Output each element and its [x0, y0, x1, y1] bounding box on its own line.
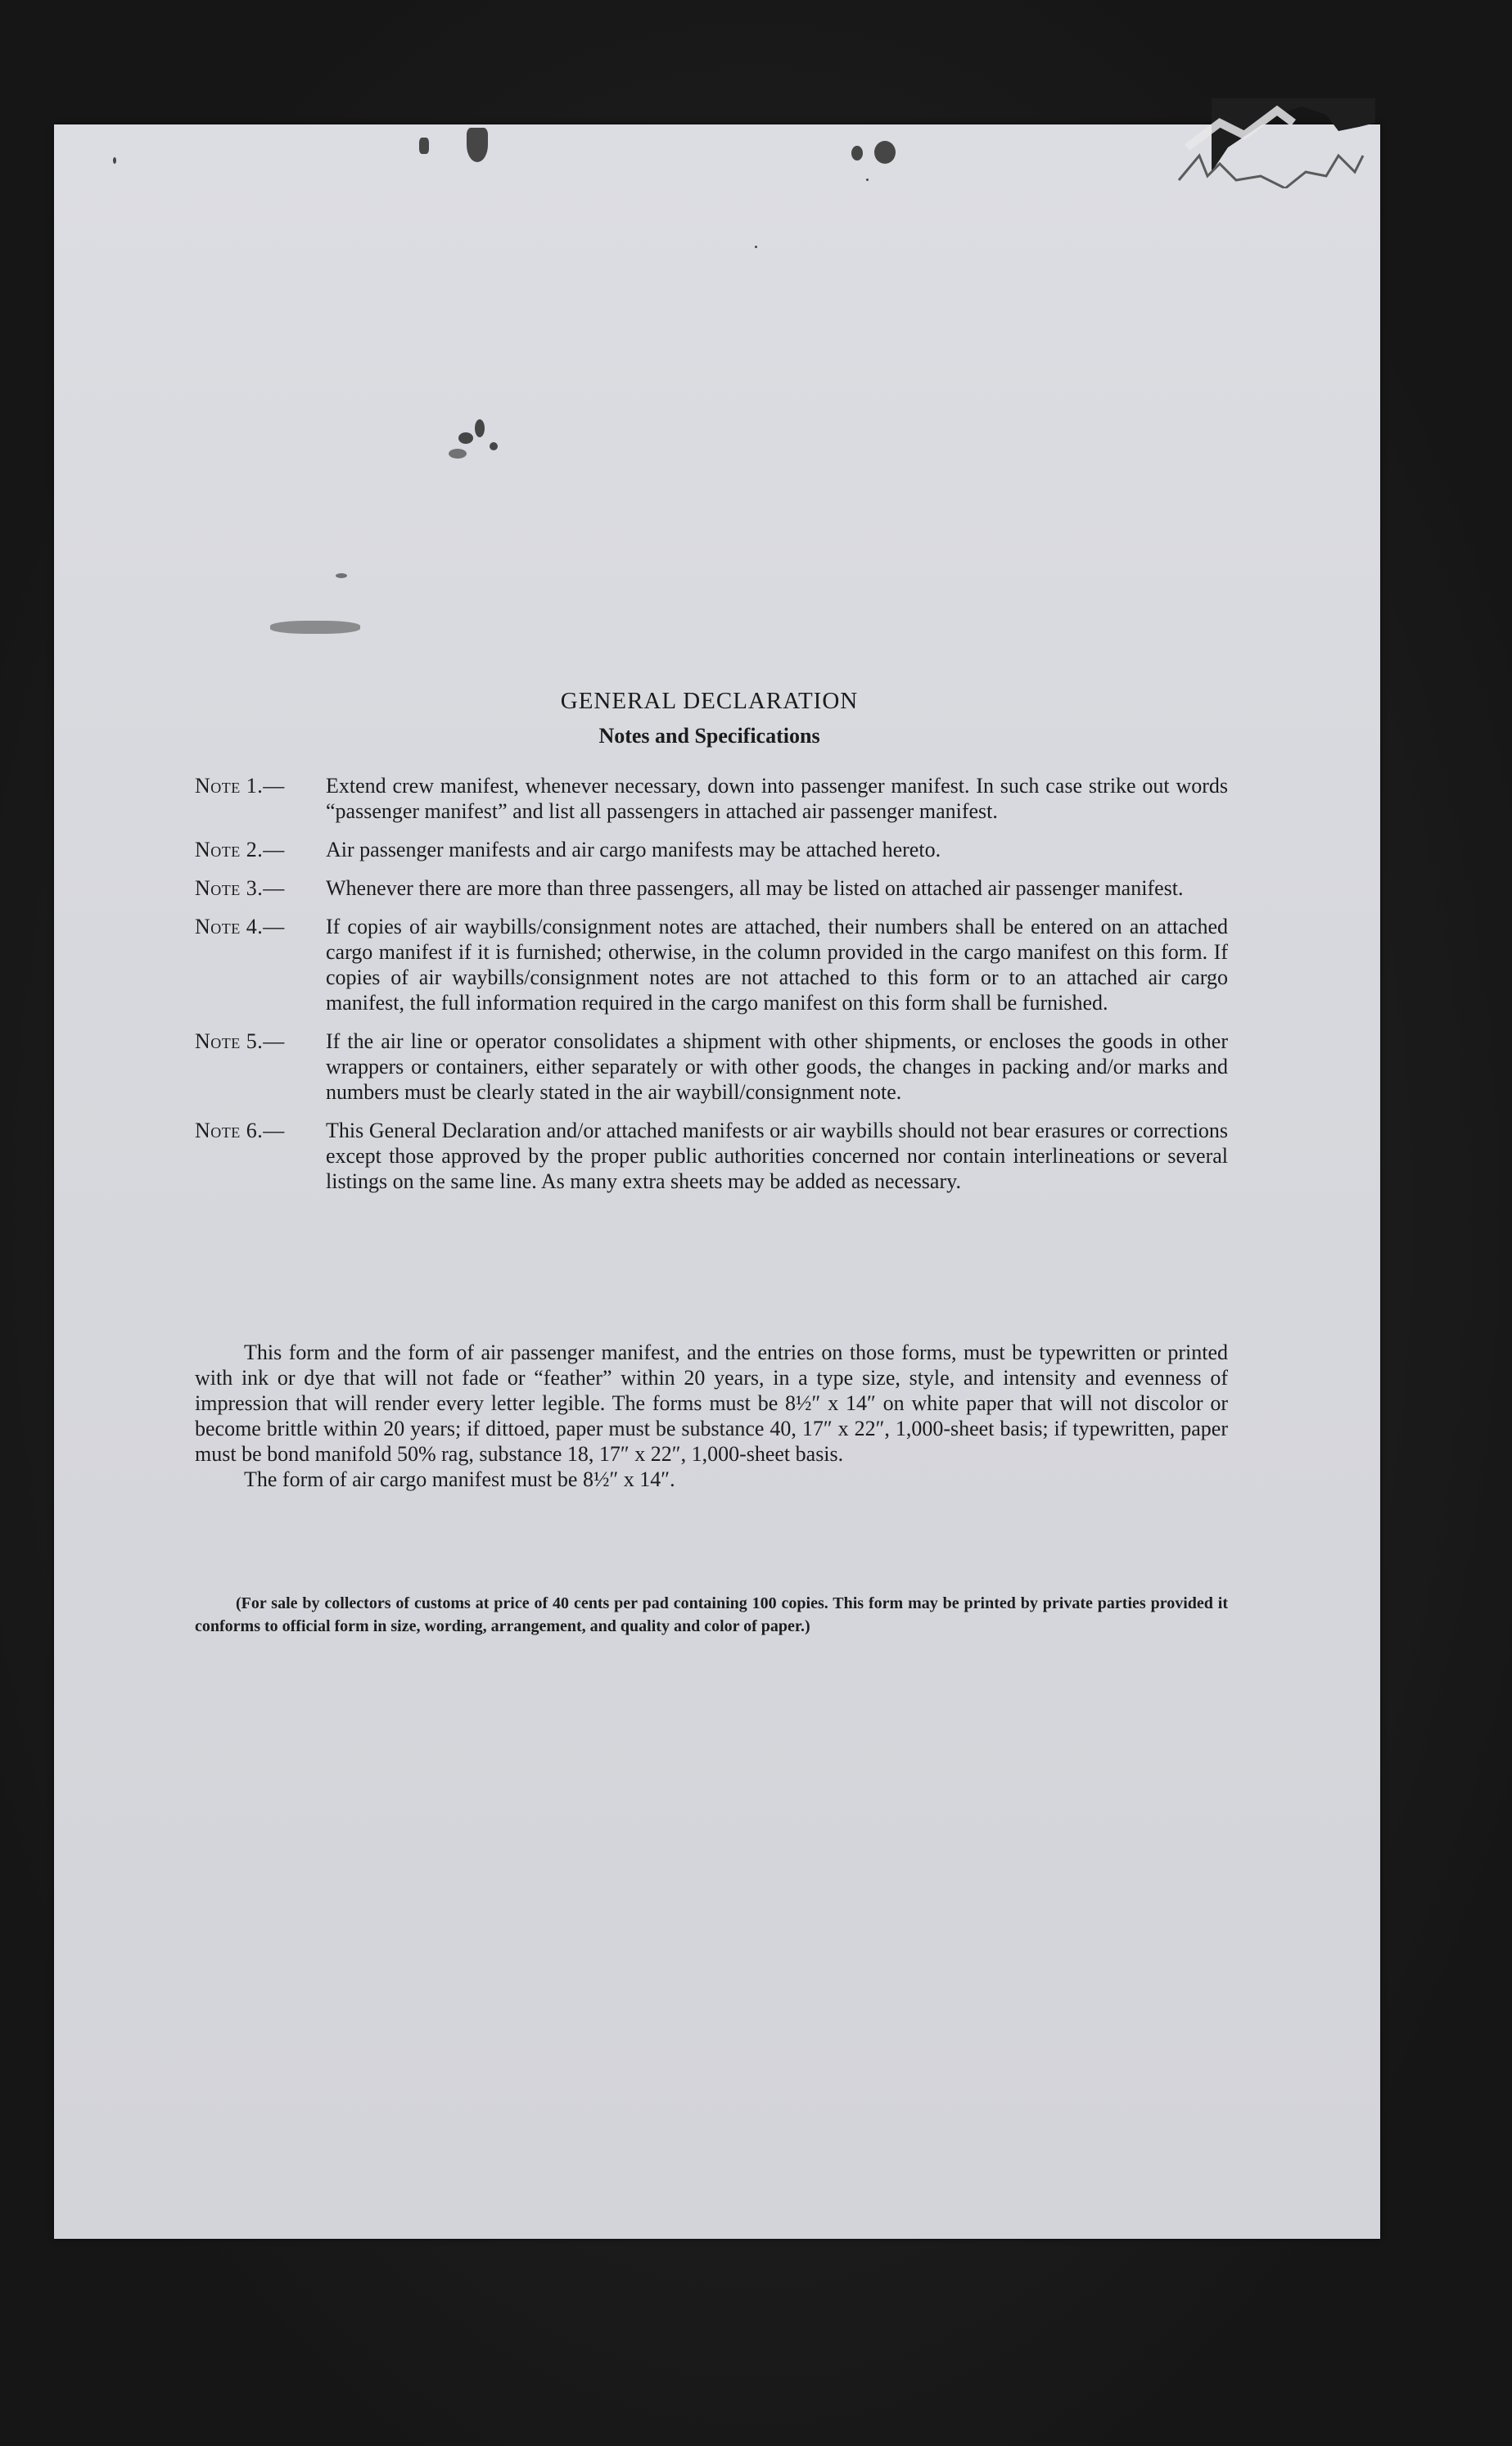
note-text: Air passenger manifests and air cargo manifests may be attached hereto. — [326, 838, 941, 861]
note-text: This General Declaration and/or attached manifests or air waybills should not bear erasures or corrections except those approved by the proper public authorities concerned nor contain interlineations or several listings on the same line. As many extra sheets may be added as necessary. — [326, 1119, 1228, 1193]
note-item — [195, 837, 1228, 862]
ink-mark — [866, 179, 869, 181]
ink-mark — [270, 621, 360, 634]
ink-mark — [874, 141, 896, 164]
note-label: Note 3.— — [195, 876, 285, 900]
ink-mark — [467, 128, 488, 162]
note-label: Note 2.— — [195, 838, 285, 861]
note-label: Note 1.— — [195, 774, 285, 798]
page-title: GENERAL DECLARATION — [560, 688, 859, 714]
note-item — [195, 875, 1228, 901]
note-label: Note 6.— — [195, 1119, 285, 1142]
page-subtitle: Notes and Specifications — [598, 724, 820, 748]
sale-footer-text: (For sale by collectors of customs at price of 40 cents per pad containing 100 copies. This form may be printed by private parties provided it conforms to official form in size, wording, arrangement, and quality and color of paper.) — [195, 1594, 1228, 1635]
ink-mark — [113, 157, 116, 164]
note-text: If copies of air waybills/consignment notes are attached, their numbers shall be entered on an attached cargo manifest if it is furnished; otherwise, in the column provided in the cargo manifest on this form. If copies of air waybills/consignment notes are not attached to this form or to an attached air cargo manifest, the full information required in the cargo manifest on this form shall be furnished. — [326, 915, 1228, 1015]
note-text: Extend crew manifest, whenever necessary, down into passenger manifest. In such case strike out words “passenger manifest” and list all passengers in attached air passenger manifest. — [326, 774, 1228, 823]
ink-mark — [449, 449, 467, 459]
specification-paragraph: The form of air cargo manifest must be 8½″ x 14″. — [244, 1467, 675, 1491]
ink-mark — [755, 246, 757, 248]
ink-mark — [475, 419, 485, 437]
specification-paragraphs — [195, 1340, 1228, 1492]
ink-mark — [336, 573, 347, 578]
ink-mark — [490, 442, 498, 450]
ink-mark — [458, 432, 473, 444]
note-label: Note 5.— — [195, 1029, 285, 1053]
note-item — [195, 1118, 1228, 1194]
note-text: Whenever there are more than three passengers, all may be listed on attached air passenger manifest. — [326, 876, 1184, 900]
note-item — [195, 914, 1228, 1015]
notes-list — [195, 773, 1228, 1207]
note-text: If the air line or operator consolidates a shipment with other shipments, or encloses the goods in other wrappers or containers, either separately or with other goods, the changes in packing and/or marks and numbers must be clearly stated in the air waybill/consignment note. — [326, 1029, 1228, 1104]
note-item — [195, 773, 1228, 824]
ink-mark — [851, 146, 863, 161]
note-item — [195, 1029, 1228, 1105]
specification-paragraph: This form and the form of air passenger manifest, and the entries on those forms, must be typewritten or printed with ink or dye that will not fade or “feather” within 20 years, in a type size, style, and intensity and evenness of impression that will render every letter legible. The forms must be 8½″ x 14″ on white paper that will not discolor or become brittle within 20 years; if dittoed, paper must be substance 40, 17″ x 22″, 1,000-sheet basis; if typewritten, paper must be bond manifold 50% rag, substance 18, 17″ x 22″, 1,000-sheet basis. — [195, 1341, 1228, 1466]
note-label: Note 4.— — [195, 915, 285, 938]
torn-corner — [1162, 98, 1375, 188]
ink-mark — [419, 138, 429, 154]
sale-footer — [195, 1592, 1228, 1638]
